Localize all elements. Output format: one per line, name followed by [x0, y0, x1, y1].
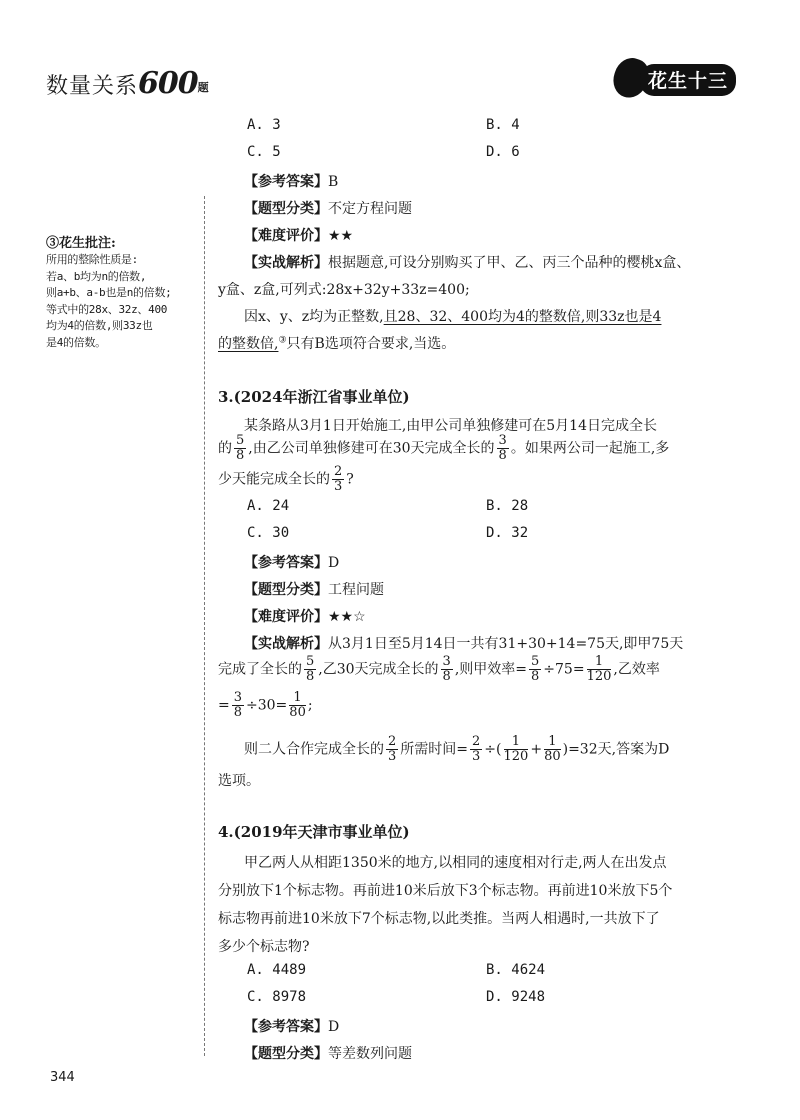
fraction: $\frac{1}{120}$	[503, 734, 529, 764]
fraction: $\frac{5}{8}$	[531, 654, 540, 684]
q3-option-b: B. 28	[486, 498, 529, 514]
brand-logo	[606, 56, 734, 100]
q3-option-d: D. 32	[486, 525, 529, 541]
q3-analysis-line: 则二人合作完成全长的 $\frac{2}{3}$ 所需时间= $\frac{2}{3}$ ÷( $\frac{1}{120}$ + $\frac{1}{80}$ )=32天,答案为D	[244, 734, 670, 764]
fraction: $\frac{5}{8}$	[236, 433, 245, 463]
side-note-line: 所用的整除性质是:	[46, 253, 138, 266]
side-note-line: 均为4的倍数,则33z也	[46, 319, 153, 332]
q3-stem-line: 的 $\frac{5}{8}$ ,由乙公司单独修建可在30天完成全长的 $\frac{3}{8}$ 。如果两公司一起施工,多	[218, 433, 670, 463]
q4-type: 【题型分类】等差数列问题	[244, 1046, 412, 1062]
q2-option-a: A. 3	[247, 117, 281, 133]
side-note-title: ③花生批注:	[46, 236, 116, 251]
q2-analysis-line: 【实战解析】根据题意,可设分别购买了甲、乙、丙三个品种的樱桃x盒、	[244, 255, 691, 271]
margin-divider	[204, 196, 205, 1056]
q2-analysis-line: y盒、z盒,可列式:28x+32y+33z=400;	[218, 282, 470, 298]
q4-answer: 【参考答案】D	[244, 1019, 340, 1035]
fraction: $\frac{5}{8}$	[306, 654, 315, 684]
fraction: $\frac{3}{8}$	[233, 690, 243, 720]
q4-heading: 4.(2019年天津市事业单位)	[218, 823, 410, 841]
q4-stem-line: 标志物再前进10米放下7个标志物,以此类推。当两人相遇时,一共放下了	[218, 911, 660, 927]
book-title-number: 600	[138, 66, 198, 101]
q4-stem-line: 分别放下1个标志物。再前进10米后放下3个标志物。再前进10米放下5个	[218, 883, 673, 899]
q4-stem-line: 甲乙两人从相距1350米的地方,以相同的速度相对行走,两人在出发点	[244, 855, 667, 871]
q3-stem-line: 少天能完成全长的 $\frac{2}{3}$ ?	[218, 464, 354, 494]
fraction: $\frac{2}{3}$	[388, 734, 397, 764]
page-number: 344	[50, 1070, 75, 1085]
q3-option-c: C. 30	[247, 525, 290, 541]
q3-analysis-line: 选项。	[218, 773, 260, 789]
q2-option-d: D. 6	[486, 144, 520, 160]
fraction: $\frac{2}{3}$	[334, 464, 343, 494]
annotation-ref: ③	[278, 335, 287, 346]
fraction: $\frac{1}{120}$	[586, 654, 612, 684]
q2-type: 【题型分类】不定方程问题	[244, 201, 412, 217]
fraction: $\frac{1}{80}$	[289, 690, 306, 720]
q4-option-c: C. 8978	[247, 989, 307, 1005]
q3-option-a: A. 24	[247, 498, 290, 514]
q3-analysis-line: 完成了全长的 $\frac{5}{8}$ ,乙30天完成全长的 $\frac{3}{8}$ ,则甲效率= $\frac{5}{8}$ ÷75= $\frac{1}{120}$ ,乙效率	[218, 654, 660, 684]
side-note-body	[46, 252, 196, 351]
fraction: $\frac{2}{3}$	[472, 734, 481, 764]
q2-analysis-line: 的整数倍,③只有B选项符合要求,当选。	[218, 335, 456, 352]
side-note-line: 等式中的28x、32z、400	[46, 302, 168, 316]
book-title-suffix: 题	[197, 81, 210, 94]
brand-logo-text: 花生十三	[640, 64, 736, 96]
q3-difficulty: 【难度评价】★★☆	[244, 609, 366, 625]
q2-answer: 【参考答案】B	[244, 174, 339, 190]
q2-analysis-line: 因x、y、z均为正整数,且28、32、400均为4的整数倍,则33z也是4	[244, 309, 662, 325]
side-note-line: 则a+b、a-b也是n的倍数;	[46, 286, 172, 299]
fraction: $\frac{1}{80}$	[544, 734, 561, 764]
q3-analysis-line: 【实战解析】从3月1日至5月14日一共有31+30+14=75天,即甲75天	[244, 636, 684, 652]
q2-option-c: C. 5	[247, 144, 281, 160]
q3-type: 【题型分类】工程问题	[244, 582, 384, 598]
q3-analysis-line: = $\frac{3}{8}$ ÷30= $\frac{1}{80}$ ;	[218, 690, 313, 720]
q4-stem-line: 多少个标志物?	[218, 939, 310, 955]
q4-option-d: D. 9248	[486, 989, 546, 1005]
q2-difficulty: 【难度评价】★★	[244, 228, 354, 244]
fraction: $\frac{3}{8}$	[498, 433, 507, 463]
q3-heading: 3.(2024年浙江省事业单位)	[218, 388, 410, 406]
q4-option-b: B. 4624	[486, 962, 546, 978]
q3-answer: 【参考答案】D	[244, 555, 340, 571]
side-note-line: 若a、b均为n的倍数,	[46, 269, 147, 283]
side-note-line: 是4的倍数。	[46, 335, 106, 349]
book-title: 数量关系600题	[46, 66, 210, 101]
fraction: $\frac{3}{8}$	[442, 654, 451, 684]
q4-option-a: A. 4489	[247, 962, 307, 978]
q2-option-b: B. 4	[486, 117, 520, 133]
q3-stem-line: 某条路从3月1日开始施工,由甲公司单独修建可在5月14日完成全长	[244, 418, 657, 434]
